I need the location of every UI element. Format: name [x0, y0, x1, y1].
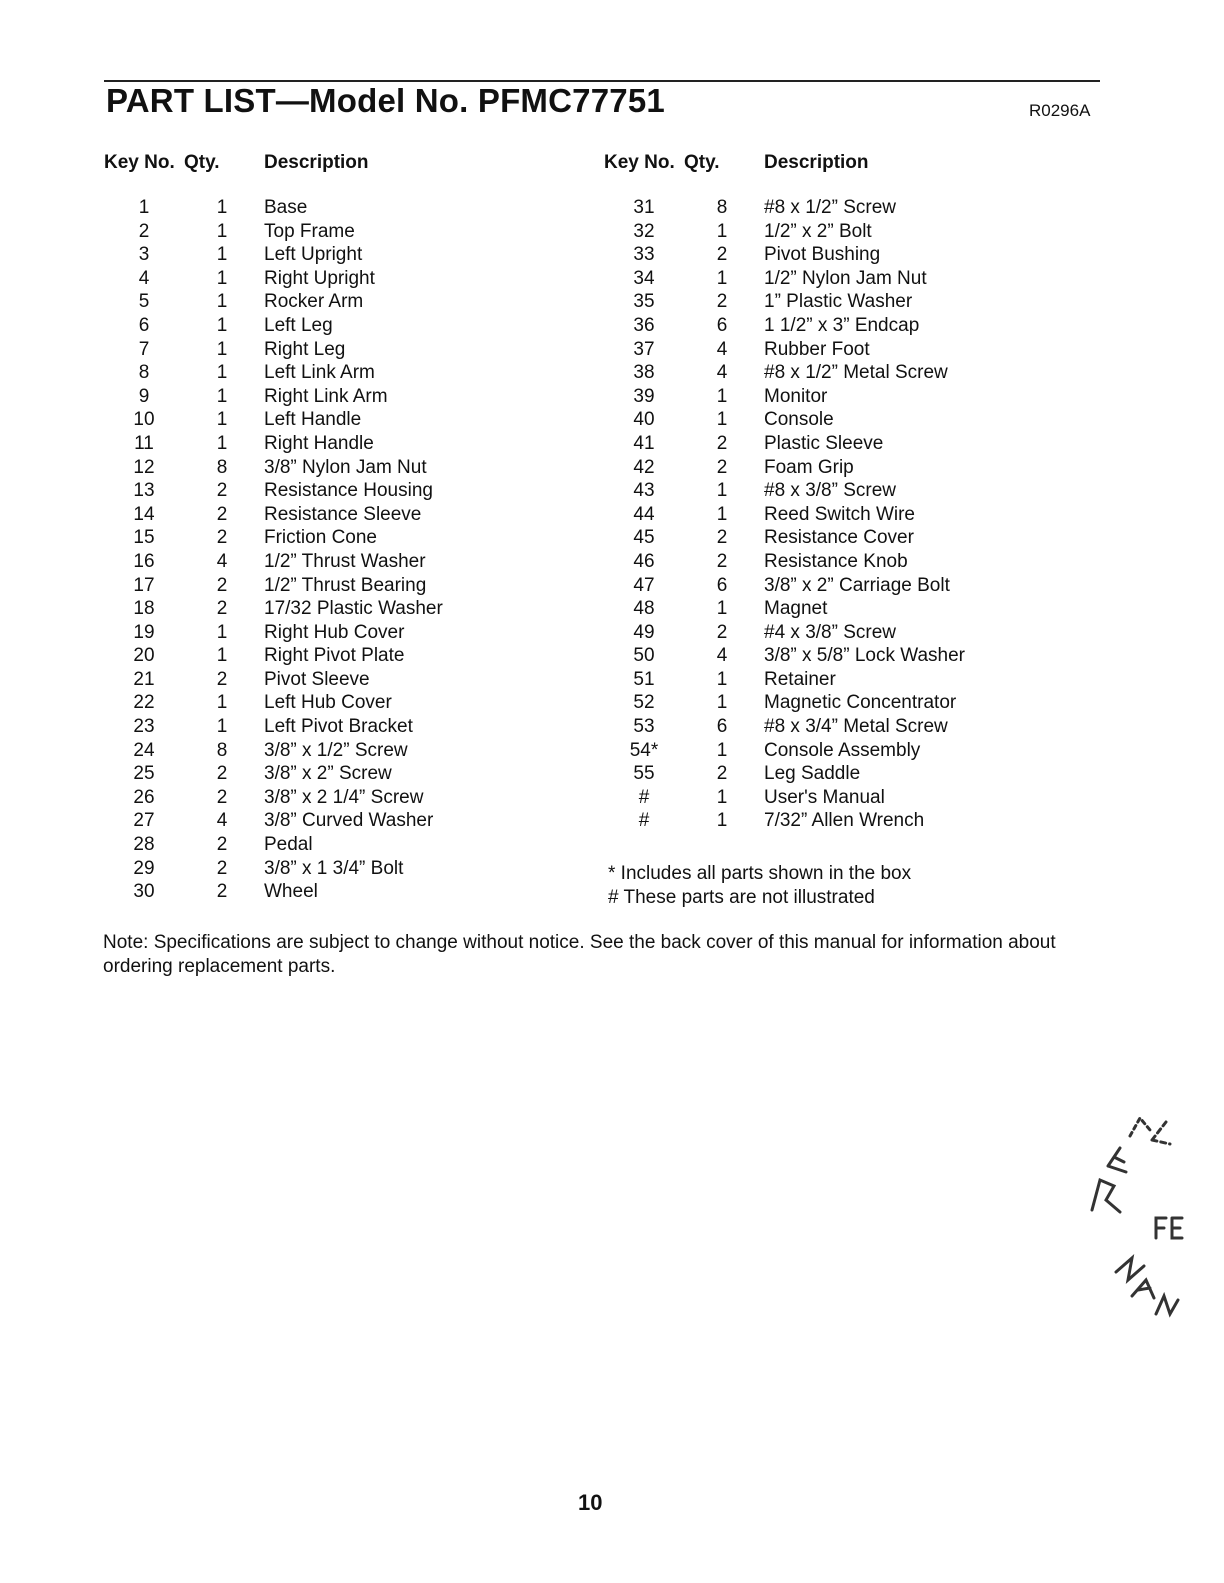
part-description: Retainer [764, 668, 836, 690]
table-row [604, 456, 965, 480]
table-row [104, 290, 443, 314]
table-row [104, 243, 443, 267]
table-row [604, 691, 965, 715]
part-description: Left Hub Cover [264, 692, 392, 714]
part-key-no: 39 [633, 385, 655, 407]
part-qty: 1 [716, 668, 728, 690]
document-code: R0296A [1029, 101, 1091, 120]
part-description: Right Hub Cover [264, 621, 405, 643]
part-description: Monitor [764, 385, 828, 407]
part-key-no: 36 [633, 314, 655, 336]
part-description: 3/8” x 5/8” Lock Washer [764, 645, 965, 667]
part-qty: 1 [216, 244, 228, 266]
table-row [604, 526, 965, 550]
part-qty: 4 [716, 645, 728, 667]
part-description: 3/8” x 1/2” Screw [264, 739, 408, 761]
part-qty: 8 [216, 739, 228, 761]
parts-column-right [604, 152, 1074, 833]
part-key-no: # [638, 786, 650, 808]
part-key-no: 20 [133, 645, 155, 667]
header-qty: Qty. [684, 152, 720, 173]
part-description: Pivot Sleeve [264, 668, 370, 690]
table-row [604, 786, 965, 810]
part-key-no: 28 [133, 834, 155, 856]
part-key-no: 5 [138, 291, 150, 313]
part-key-no: 11 [134, 432, 154, 454]
part-qty: 1 [216, 267, 228, 289]
part-description: Resistance Sleeve [264, 503, 422, 525]
part-description: Wheel [264, 881, 318, 903]
table-row [604, 196, 965, 220]
table-row [104, 314, 443, 338]
table-row [604, 597, 965, 621]
part-description: User's Manual [764, 786, 885, 808]
table-header-row [604, 152, 965, 196]
part-qty: 1 [716, 385, 728, 407]
part-key-no: 24 [133, 739, 155, 761]
part-qty: 2 [216, 480, 228, 502]
part-description: Leg Saddle [764, 763, 861, 785]
part-description: 1 1/2” x 3” Endcap [764, 314, 920, 336]
table-row [604, 243, 965, 267]
part-description: #8 x 1/2” Metal Screw [764, 362, 948, 384]
part-key-no: 55 [633, 763, 655, 785]
table-row [104, 762, 443, 786]
part-key-no: 6 [138, 314, 150, 336]
part-qty: 1 [716, 409, 728, 431]
table-row [104, 385, 443, 409]
part-description: Right Handle [264, 432, 374, 454]
part-qty: 2 [216, 574, 228, 596]
table-row [104, 833, 443, 857]
table-row [104, 574, 443, 598]
part-key-no: 13 [133, 480, 155, 502]
table-row [604, 361, 965, 385]
part-qty: 4 [716, 362, 728, 384]
table-row [604, 644, 965, 668]
part-description: Left Leg [264, 314, 333, 336]
part-key-no: 4 [138, 267, 150, 289]
part-key-no: 3 [138, 244, 150, 266]
part-description: 3/8” Curved Washer [264, 810, 434, 832]
parts-table-right [604, 152, 965, 833]
part-qty: 2 [216, 881, 228, 903]
part-description: Left Upright [264, 244, 363, 266]
part-key-no: 29 [133, 857, 155, 879]
part-description: #4 x 3/8” Screw [764, 621, 896, 643]
part-qty: 1 [216, 432, 228, 454]
part-qty: 1 [716, 220, 728, 242]
header-key-no: Key No. [604, 152, 675, 173]
part-key-no: 27 [133, 810, 155, 832]
part-description: Friction Cone [264, 527, 377, 549]
page-number: 10 [578, 1490, 603, 1515]
part-qty: 1 [216, 692, 228, 714]
table-row [104, 857, 443, 881]
part-description: Foam Grip [764, 456, 854, 478]
table-row [104, 196, 443, 220]
part-qty: 1 [716, 739, 728, 761]
part-qty: 1 [216, 385, 228, 407]
part-description: Magnetic Concentrator [764, 692, 957, 714]
part-description: Left Pivot Bracket [264, 716, 413, 738]
footnote-asterisk: * Includes all parts shown in the box [608, 863, 912, 884]
table-row [604, 479, 965, 503]
released-stamp [1070, 1100, 1200, 1340]
part-key-no: 52 [633, 692, 655, 714]
part-qty: 4 [216, 810, 228, 832]
table-row [604, 267, 965, 291]
part-key-no: 34 [633, 267, 655, 289]
part-description: Right Pivot Plate [264, 645, 405, 667]
part-key-no: 21 [133, 668, 155, 690]
part-qty: 1 [716, 810, 728, 832]
part-key-no: 14 [133, 503, 155, 525]
table-row [104, 739, 443, 763]
part-description: Resistance Knob [764, 550, 908, 572]
part-description: 1/2” Nylon Jam Nut [764, 267, 927, 289]
part-description: 3/8” x 2” Screw [264, 763, 392, 785]
part-key-no: 16 [133, 550, 155, 572]
part-qty: 2 [716, 527, 728, 549]
table-row [104, 880, 443, 904]
table-row [604, 762, 965, 786]
part-qty: 2 [716, 621, 728, 643]
part-description: 1/2” Thrust Bearing [264, 574, 427, 596]
part-key-no: 48 [633, 598, 655, 620]
part-qty: 1 [216, 197, 228, 218]
part-description: 1/2” Thrust Washer [264, 550, 426, 572]
parts-table-left [104, 152, 443, 904]
table-row [604, 290, 965, 314]
part-qty: 2 [216, 527, 228, 549]
part-key-no: 8 [138, 362, 150, 384]
table-row [104, 668, 443, 692]
part-qty: 1 [216, 338, 228, 360]
part-description: Left Handle [264, 409, 362, 431]
part-qty: 1 [216, 220, 228, 242]
part-key-no: 53 [633, 716, 655, 738]
part-key-no: 45 [633, 527, 655, 549]
table-row [104, 361, 443, 385]
part-key-no: 23 [133, 716, 155, 738]
part-description: Base [264, 197, 308, 218]
part-qty: 2 [216, 857, 228, 879]
table-row [104, 408, 443, 432]
part-description: Rocker Arm [264, 291, 364, 313]
table-row [604, 809, 965, 833]
part-key-no: 37 [633, 338, 655, 360]
part-qty: 2 [716, 550, 728, 572]
table-row [604, 574, 965, 598]
part-key-no: 30 [133, 881, 155, 903]
part-qty: 1 [716, 480, 728, 502]
table-row [104, 691, 443, 715]
header-qty: Qty. [184, 152, 220, 173]
part-description: Resistance Cover [764, 527, 914, 549]
footnote-hash: # These parts are not illustrated [608, 886, 875, 908]
part-description: Right Upright [264, 267, 375, 289]
table-row [104, 597, 443, 621]
part-description: Rubber Foot [764, 338, 870, 360]
part-qty: 2 [216, 834, 228, 856]
part-description: Right Link Arm [264, 385, 388, 407]
table-row [104, 456, 443, 480]
part-description: #8 x 3/4” Metal Screw [764, 716, 948, 738]
part-qty: 1 [216, 291, 228, 313]
table-row [604, 715, 965, 739]
part-qty: 2 [216, 763, 228, 785]
part-description: Top Frame [264, 220, 355, 242]
table-row [104, 479, 443, 503]
part-description: Right Leg [264, 338, 346, 360]
part-key-no: 1 [138, 197, 150, 218]
table-row [104, 621, 443, 645]
part-description: 3/8” x 2” Carriage Bolt [764, 574, 950, 596]
table-row [604, 503, 965, 527]
part-key-no: 12 [133, 456, 155, 478]
part-key-no: 19 [133, 621, 155, 643]
part-qty: 4 [216, 550, 228, 572]
table-row [604, 550, 965, 574]
part-key-no: 50 [633, 645, 655, 667]
page-title: PART LIST—Model No. PFMC77751 [106, 82, 665, 119]
table-row [104, 503, 443, 527]
part-qty: 1 [716, 692, 728, 714]
part-qty: 4 [716, 338, 728, 360]
part-qty: 2 [716, 432, 728, 454]
part-qty: 1 [216, 621, 228, 643]
part-description: 3/8” Nylon Jam Nut [264, 456, 427, 478]
part-key-no: 17 [133, 574, 155, 596]
table-row [604, 220, 965, 244]
part-key-no: # [638, 810, 650, 832]
part-qty: 2 [716, 456, 728, 478]
part-qty: 2 [216, 668, 228, 690]
part-key-no: 51 [633, 668, 655, 690]
table-row [104, 809, 443, 833]
part-key-no: 33 [633, 244, 655, 266]
table-row [604, 739, 965, 763]
part-key-no: 46 [633, 550, 655, 572]
table-row [104, 550, 443, 574]
part-qty: 6 [716, 716, 728, 738]
part-description: Magnet [764, 598, 828, 620]
part-qty: 1 [216, 362, 228, 384]
part-qty: 6 [716, 314, 728, 336]
table-row [604, 385, 965, 409]
header-description: Description [264, 152, 369, 173]
part-qty: 8 [716, 197, 728, 218]
table-row [604, 432, 965, 456]
table-row [104, 267, 443, 291]
table-row [104, 644, 443, 668]
part-description: Pivot Bushing [764, 244, 881, 266]
part-qty: 1 [716, 598, 728, 620]
table-row [604, 314, 965, 338]
parts-table-left-body [104, 196, 443, 904]
part-key-no: 10 [133, 409, 155, 431]
header-description: Description [764, 152, 869, 173]
part-key-no: 18 [133, 598, 155, 620]
table-row [104, 338, 443, 362]
part-key-no: 2 [138, 220, 150, 242]
part-key-no: 9 [138, 385, 150, 407]
part-qty: 6 [716, 574, 728, 596]
part-description: Resistance Housing [264, 480, 433, 502]
table-row [104, 526, 443, 550]
part-key-no: 7 [138, 338, 150, 360]
part-key-no: 26 [133, 786, 155, 808]
part-qty: 1 [716, 267, 728, 289]
part-description: 7/32” Allen Wrench [764, 810, 925, 832]
part-key-no: 40 [633, 409, 655, 431]
part-qty: 1 [716, 786, 728, 808]
part-key-no: 31 [633, 197, 655, 218]
table-row [604, 338, 965, 362]
part-qty: 2 [716, 763, 728, 785]
part-description: 3/8” x 1 3/4” Bolt [264, 857, 404, 879]
part-description: Pedal [264, 834, 313, 856]
part-description: 1/2” x 2” Bolt [764, 220, 872, 242]
part-qty: 2 [716, 244, 728, 266]
part-key-no: 54* [629, 739, 659, 761]
table-row [104, 220, 443, 244]
part-qty: 1 [216, 409, 228, 431]
part-qty: 1 [716, 503, 728, 525]
part-key-no: 25 [133, 763, 155, 785]
table-row [604, 668, 965, 692]
table-header-row [104, 152, 443, 196]
part-qty: 1 [216, 716, 228, 738]
table-row [104, 786, 443, 810]
specifications-note: Note: Specifications are subject to change without notice. See the back cover of this manual for information about ordering replacement parts. [103, 932, 1056, 977]
part-qty: 2 [216, 786, 228, 808]
part-description: 17/32 Plastic Washer [264, 598, 443, 620]
table-row [604, 408, 965, 432]
part-qty: 8 [216, 456, 228, 478]
table-row [104, 432, 443, 456]
part-key-no: 43 [633, 480, 655, 502]
part-description: Console [764, 409, 834, 431]
footnotes [608, 862, 911, 909]
table-row [604, 621, 965, 645]
part-key-no: 32 [633, 220, 655, 242]
part-description: Left Link Arm [264, 362, 375, 384]
part-description: 3/8” x 2 1/4” Screw [264, 786, 424, 808]
header-key-no: Key No. [104, 152, 175, 173]
part-key-no: 35 [633, 291, 655, 313]
part-qty: 1 [216, 645, 228, 667]
parts-table-right-body [604, 196, 965, 833]
part-key-no: 42 [633, 456, 655, 478]
part-description: Plastic Sleeve [764, 432, 884, 454]
part-key-no: 44 [633, 503, 655, 525]
part-key-no: 47 [633, 574, 655, 596]
table-row [104, 715, 443, 739]
parts-column-left [104, 152, 574, 904]
part-qty: 2 [216, 598, 228, 620]
part-description: 1” Plastic Washer [764, 291, 913, 313]
part-key-no: 22 [133, 692, 155, 714]
part-qty: 2 [216, 503, 228, 525]
part-qty: 2 [716, 291, 728, 313]
part-description: Console Assembly [764, 739, 921, 761]
part-description: #8 x 1/2” Screw [764, 197, 896, 218]
part-description: #8 x 3/8” Screw [764, 480, 896, 502]
part-key-no: 41 [633, 432, 655, 454]
part-key-no: 15 [133, 527, 155, 549]
part-key-no: 38 [633, 362, 655, 384]
part-qty: 1 [216, 314, 228, 336]
part-key-no: 49 [633, 621, 655, 643]
part-description: Reed Switch Wire [764, 503, 915, 525]
